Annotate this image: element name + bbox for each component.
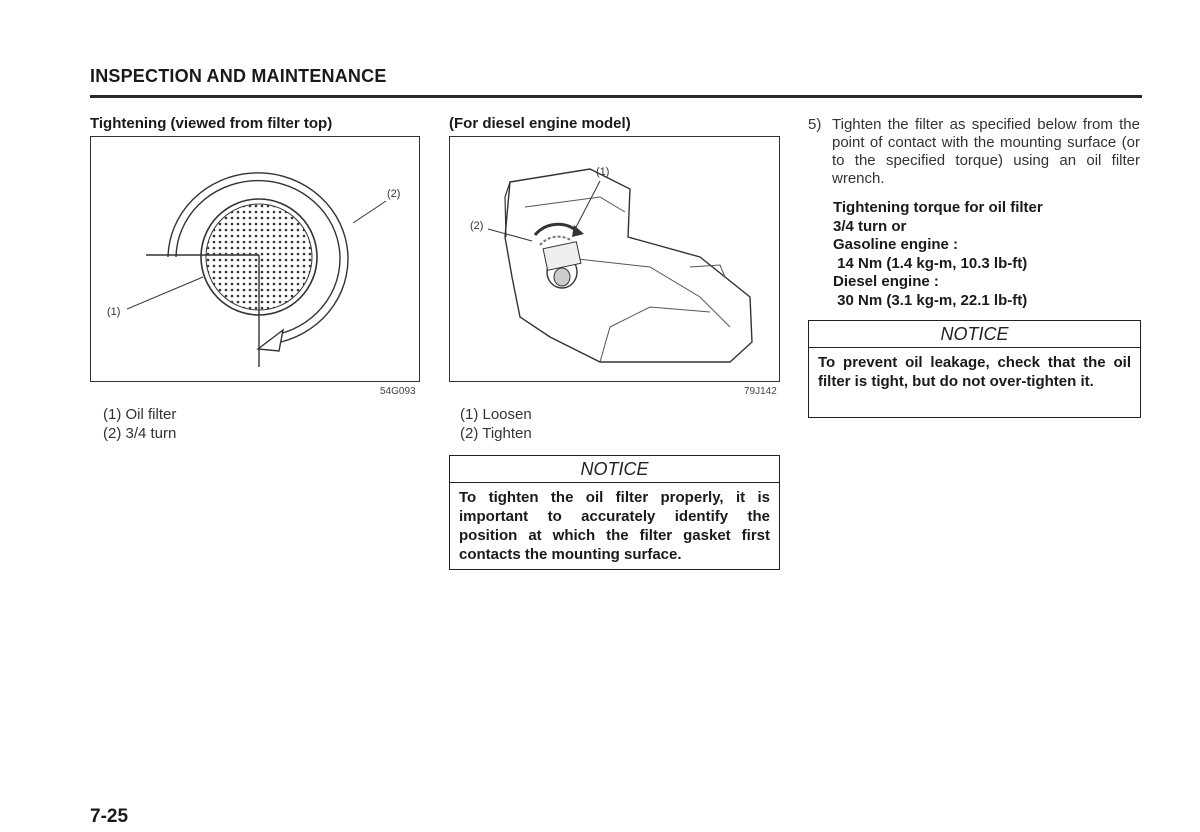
callout-leader-2 — [353, 201, 386, 223]
notice-body: To prevent oil leakage, check that the oil filter is tight, but do not over-tighten it. — [818, 354, 1131, 390]
notice-title: NOTICE — [450, 456, 779, 483]
legend-item: (2) 3/4 turn — [103, 425, 177, 442]
spec-line: 30 Nm (3.1 kg-m, 22.1 lb-ft) — [833, 291, 1028, 309]
legend-middle — [460, 405, 532, 443]
figure-caption-left: Tightening (viewed from filter top) — [90, 115, 333, 132]
figure-code-left: 54G093 — [380, 386, 416, 397]
spec-line: 14 Nm (1.4 kg-m, 10.3 lb-ft) — [833, 254, 1028, 272]
notice-box-middle — [449, 455, 780, 570]
figure-caption-middle: (For diesel engine model) — [449, 115, 631, 132]
figure-diesel-engine — [449, 136, 780, 382]
oil-filter-end — [554, 268, 570, 286]
notice-box-right — [808, 320, 1141, 418]
legend-item: (1) Loosen — [460, 406, 532, 423]
notice-title: NOTICE — [809, 321, 1140, 348]
callout-leader-1 — [127, 277, 203, 309]
legend-item: (2) Tighten — [460, 425, 532, 442]
notice-body: To tighten the oil filter properly, it is important to accurately identify the position at which the filter gasket first contacts the mounting surface. — [459, 489, 770, 563]
legend-item: (1) Oil filter — [103, 406, 177, 423]
callout-label-1: (1) — [107, 306, 121, 318]
page-number: 7-25 — [90, 806, 129, 827]
figure-code-middle: 79J142 — [744, 386, 777, 397]
callout-label-2: (2) — [470, 220, 484, 232]
oil-filter-top-view-illustration — [91, 137, 419, 381]
legend-left — [103, 405, 176, 443]
torque-spec — [833, 199, 1133, 310]
callout-label-2: (2) — [387, 188, 401, 200]
arrow-head — [258, 330, 283, 351]
spec-line: Diesel engine : — [833, 273, 939, 290]
figure-oil-filter-top-view — [90, 136, 420, 382]
spec-line: Tightening torque for oil filter — [833, 199, 1043, 216]
step-text: Tighten the filter as specified below from the point of contact with the mounting surface (or to the specified torque) using an oil filter wrench. — [832, 116, 1140, 187]
callout-label-1: (1) — [596, 166, 610, 178]
spec-line: 3/4 turn or — [833, 217, 907, 235]
spec-line: Gasoline engine : — [833, 236, 959, 253]
step-number: 5) — [808, 116, 822, 133]
header-divider — [90, 95, 1142, 98]
section-title: INSPECTION AND MAINTENANCE — [90, 66, 387, 86]
diesel-engine-illustration — [450, 137, 779, 381]
